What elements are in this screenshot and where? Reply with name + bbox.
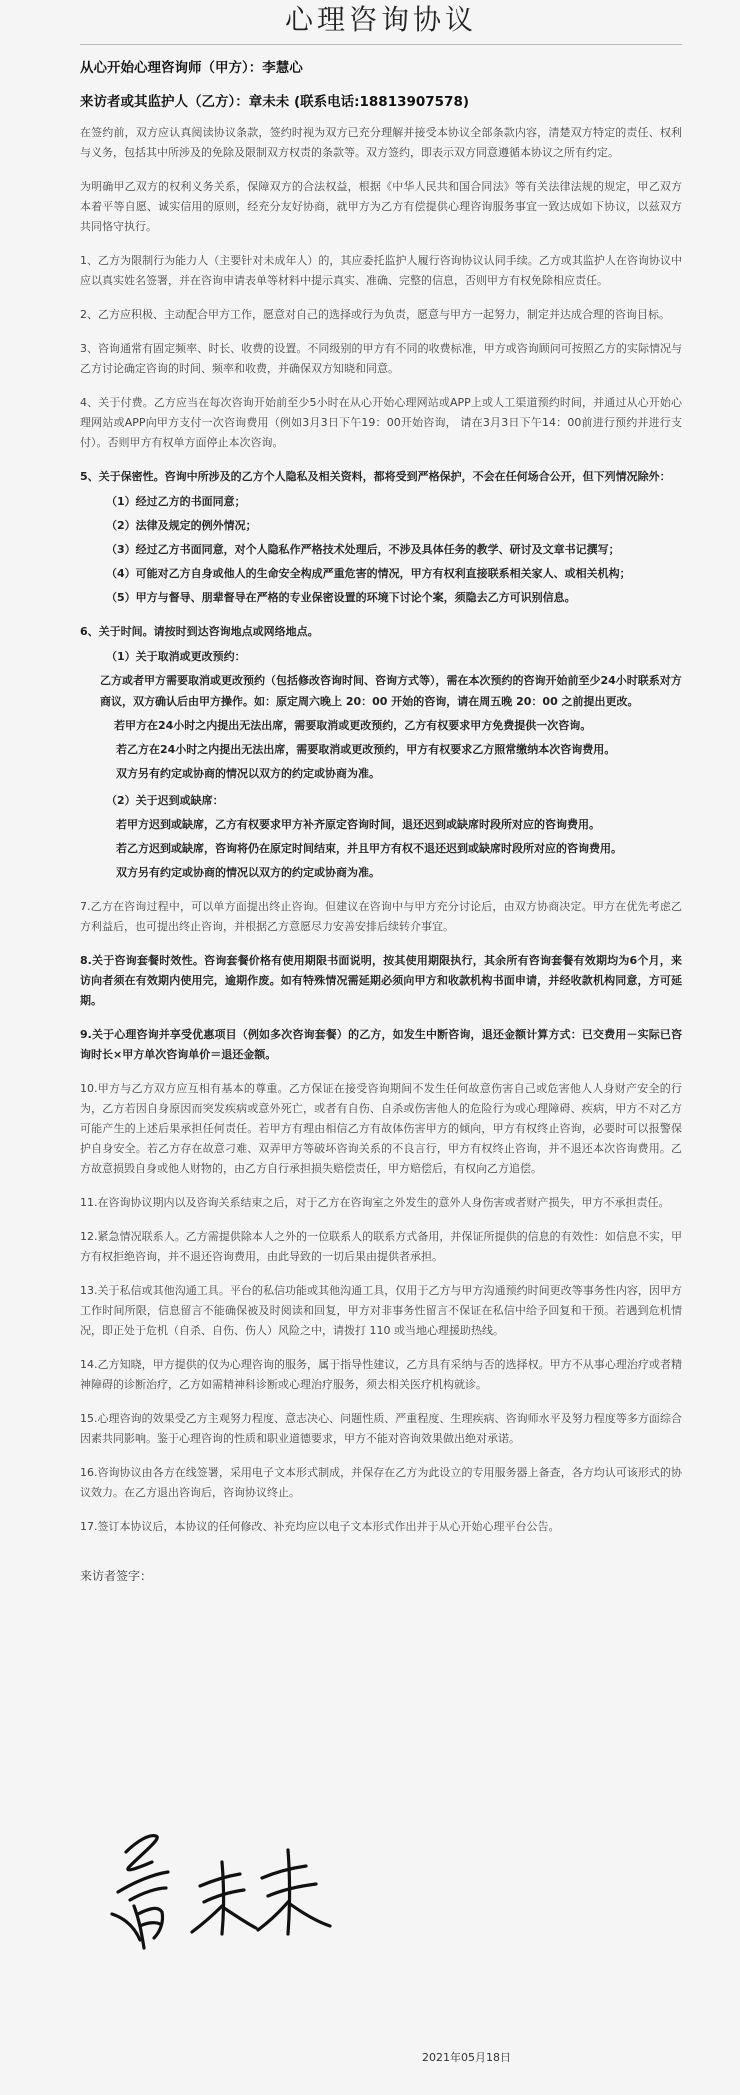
- clause-6-sub2-b: 若乙方迟到或缺席，咨询将仍在原定时间结束，并且甲方有权不退还迟到或缺席时段所对应的咨询费用。: [116, 842, 622, 855]
- clause-2: 2、乙方应积极、主动配合甲方工作，愿意对自己的选择或行为负责，愿意与甲方一起努力，制定并达成合理的咨询目标。: [80, 308, 670, 321]
- clause-6: 6、关于时间。请按时到达咨询地点或网络地点。: [80, 625, 319, 638]
- clause-14: 14.乙方知晓，甲方提供的仅为心理咨询的服务，属于指导性建议，乙方具有采纳与否的选择权。甲方不从事心理治疗或者精神障碍的诊断治疗，乙方如需精神科诊断或心理治疗服务，须去相关医疗机构就诊。: [80, 1358, 682, 1391]
- clause-15: 15.心理咨询的效果受乙方主观努力程度、意志决心、问题性质、严重程度、生理疾病、咨询师水平及努力程度等多方面综合因素共同影响。鉴于心理咨询的性质和职业道德要求，甲方不能对咨询效果做出绝对承诺。: [80, 1412, 682, 1445]
- clause-1: 1、乙方为限制行为能力人（主要针对未成年人）的，其应委托监护人履行咨询协议认同手续。乙方或其监护人在咨询协议中应以真实姓名签署，并在咨询申请表单等材料中提示真实、准确、完整的信息，否则甲方有权免除相应责任。: [80, 254, 682, 287]
- clause-16: 16.咨询协议由各方在线签署，采用电子文本形式制成，并保存在乙方为此设立的专用服务器上备查，各方均认可该形式的协议效力。在乙方退出咨询后，咨询协议终止。: [80, 1466, 682, 1499]
- clause-5-list: [80, 491, 682, 608]
- clause-6-sub2-a: 若甲方迟到或缺席，乙方有权要求甲方补齐原定咨询时间，退还迟到或缺席时段所对应的咨询费用。: [116, 818, 600, 831]
- clause-5-item: （5）甲方与督导、朋辈督导在严格的专业保密设置的环境下讨论个案，须隐去乙方可识别信息。: [106, 591, 576, 604]
- clause-5: 5、关于保密性。咨询中所涉及的乙方个人隐私及相关资料，都将受到严格保护，不会在任何场合公开，但下列情况除外：: [80, 470, 671, 483]
- signing-date: 2021年05月18日: [422, 2051, 511, 2064]
- intro-paragraph-2: 为明确甲乙双方的权利义务关系，保障双方的合法权益，根据《中华人民共和国合同法》等有关法律法规的规定，甲乙双方本着平等自愿、诚实信用的原则，经充分友好协商，就甲方为乙方有偿提供心理咨询服务事宜一致达成如下协议，以兹双方共同恪守执行。: [80, 180, 682, 233]
- party-a-line: 从心开始心理咨询师（甲方）：李慧心: [80, 60, 303, 76]
- clause-6-sub1-body: 乙方或者甲方需要取消或更改预约（包括修改咨询时间、咨询方式等），需在本次预约的咨询开始前至少24小时联系对方商议，双方确认后由甲方操作。如：原定周六晚上 20：00 开始的咨询，请在周五晚 20：00 之前提出更改。: [100, 674, 682, 708]
- clause-5-item: （1）经过乙方的书面同意；: [106, 495, 246, 508]
- clause-6-sub2-title: （2）关于迟到或缺席：: [106, 794, 224, 807]
- handwritten-signature: [104, 1822, 340, 1954]
- intro-paragraph-1: 在签约前，双方应认真阅读协议条款，签约时视为双方已充分理解并接受本协议全部条款内容，清楚双方特定的责任、权利与义务，包括其中所涉及的免除及限制双方权责的条款等。双方签约，即表示双方同意遵循本协议之所有约定。: [80, 126, 682, 159]
- clause-17: 17.签订本协议后，本协议的任何修改、补充均应以电子文本形式作出并于从心开始心理平台公告。: [80, 1520, 560, 1533]
- clause-6-sub1-c: 双方另有约定或协商的情况以双方的约定或协商为准。: [116, 767, 380, 780]
- clause-6-sub2-c: 双方另有约定或协商的情况以双方的约定或协商为准。: [116, 866, 380, 879]
- clause-6-sub1-a: 若甲方在24小时之内提出无法出席，需要取消或更改预约，乙方有权要求甲方免费提供一次咨询。: [114, 719, 592, 732]
- clause-5-item: （3）经过乙方书面同意，对个人隐私作严格技术处理后，不涉及具体任务的教学、研讨及文章书记撰写；: [106, 543, 620, 556]
- clause-4: 4、关于付费。乙方应当在每次咨询开始前至少5小时在从心开始心理网站或APP上或人工渠道预约时间，并通过从心开始心理网站或APP向甲方支付一次咨询费用（例如3月3日下午19：00开始咨询， 请在3月3日下午14：00前进行预约并进行支付）。否则甲方有权单方面停止本次咨询。: [80, 396, 682, 449]
- clause-12: 12.紧急情况联系人。乙方需提供除本人之外的一位联系人的联系方式备用，并保证所提供的信息的有效性：如信息不实，甲方有权拒绝咨询，并不退还咨询费用，由此导致的一切后果由提供者承担。: [80, 1230, 682, 1263]
- clause-6-sub1-title: （1）关于取消或更改预约：: [106, 650, 246, 663]
- clause-11: 11.在咨询协议期内以及咨询关系结束之后，对于乙方在咨询室之外发生的意外人身伤害或者财产损失，甲方不承担责任。: [80, 1196, 670, 1209]
- clause-9: 9.关于心理咨询并享受优惠项目（例如多次咨询套餐）的乙方，如发生中断咨询，退还金额计算方式：已交费用－实际已咨询时长×甲方单次咨询单价＝退还金额。: [80, 1028, 682, 1061]
- clause-7: 7.乙方在咨询过程中，可以单方面提出终止咨询。但建议在咨询中与甲方充分讨论后，由双方协商决定。甲方在优先考虑乙方利益后，也可提出终止咨询，并根据乙方意愿尽力安善安排后续转介事宜。: [80, 900, 682, 933]
- clause-10: 10.甲方与乙方双方应互相有基本的尊重。乙方保证在接受咨询期间不发生任何故意伤害自己或危害他人人身财产安全的行为，乙方若因自身原因而突发疾病或意外死亡，或者有自伤、自杀或伤害他人的危险行为或心理障碍、疾病，甲方不对乙方可能产生的上述后果承担任何责任。若甲方有理由相信乙方有故体伤害甲方的倾向，甲方有权终止咨询，必要时可以报警保护自身安全。若乙方存在故意刁难、双弄甲方等破坏咨询关系的不良言行，甲方有权终止咨询，并不退还本次咨询费用。乙方故意损毁自身或他人财物的，由乙方自行承担损失赔偿责任，甲方赔偿后，有权向乙方追偿。: [80, 1082, 682, 1175]
- clause-8: 8.关于咨询套餐时效性。咨询套餐价格有使用期限书面说明，按其使用期限执行，其余所有咨询套餐有效期均为6个月，来访向者须在有效期内使用完，逾期作废。如有特殊情况需延期必须向甲方和收款机构书面申请，并经收款机构同意，方可延期。: [80, 954, 682, 1007]
- clause-5-item: （4）可能对乙方自身或他人的生命安全构成严重危害的情况，甲方有权利直接联系相关家人、或相关机构；: [106, 567, 631, 580]
- signature-label: 来访者签字：: [80, 1569, 153, 1583]
- clause-13: 13.关于私信或其他沟通工具。平台的私信功能或其他沟通工具，仅用于乙方与甲方沟通预约时间更改等事务性内容，因甲方工作时间所限，信息留言不能确保被及时阅读和回复，甲方对非事务性留言不保证在私信中给予回复和干预。若遇到危机情况，即正处于危机（自杀、自伤、伤人）风险之中，请拨打 110 或当地心理援助热线。: [80, 1284, 682, 1337]
- party-b-line: 来访者或其监护人（乙方）：章未未 (联系电话:18813907578): [80, 94, 470, 110]
- clause-6-sub1-b: 若乙方在24小时之内提出无法出席，需要取消或更改预约，甲方有权要求乙方照常缴纳本次咨询费用。: [116, 743, 616, 756]
- clause-5-item: （2）法律及规定的例外情况；: [106, 519, 257, 532]
- page-title: 心理咨询协议: [80, 0, 682, 45]
- clause-3: 3、咨询通常有固定频率、时长、收费的设置。不同级别的甲方有不同的收费标准，甲方或咨询顾问可按照乙方的实际情况与乙方讨论确定咨询的时间、频率和收费，并确保双方知晓和同意。: [80, 342, 682, 375]
